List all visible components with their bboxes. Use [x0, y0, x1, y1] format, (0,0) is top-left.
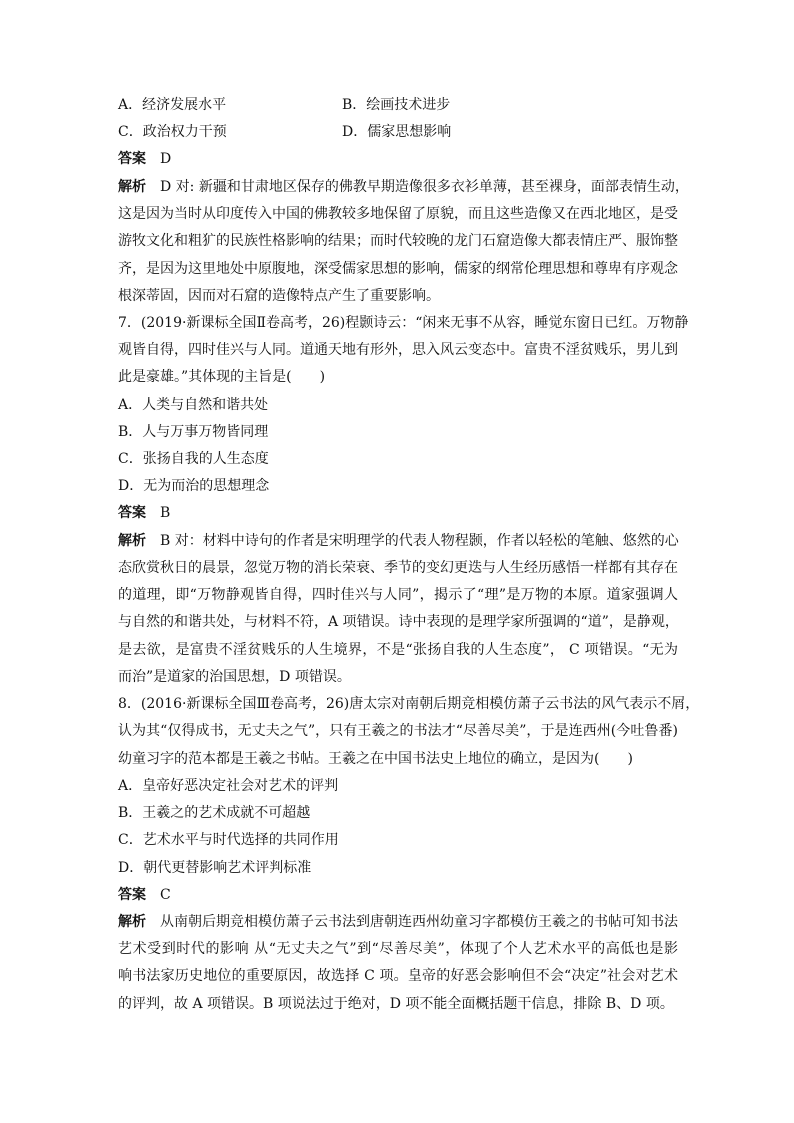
q8-analysis-line-4: 的评判，故 A 项错误。B 项说法过于绝对，D 项不能全面概括题干信息，排除 B、D 项。 — [118, 996, 674, 1012]
q8-analysis-line-1 — [118, 909, 678, 935]
q6-option-d: D．儒家思想影响 — [342, 124, 452, 140]
q6-option-c: C．政治权力干预 — [118, 124, 227, 140]
analysis-text: 从南朝后期竞相模仿萧子云书法到唐朝连西州幼童习字都模仿王羲之的书帖可知书法 — [160, 914, 678, 930]
analysis-text: D 对: 新疆和甘肃地区保存的佛教早期造像很多衣衫单薄，甚至裸身，面部表情生动， — [160, 179, 689, 195]
q7-option-c: C．张扬自我的人生态度 — [118, 451, 269, 467]
q6-option-b: B．绘画技术进步 — [342, 97, 451, 113]
answer-label: 答案 — [118, 887, 146, 903]
q7-stem-line-2: 观皆自得，四时佳兴与人同。道通天地有形外，思入风云变态中。富贵不淫贫贱乐，男儿到 — [118, 342, 678, 358]
answer-label: 答案 — [118, 505, 146, 521]
q7-analysis-line-3: 的道理，即“万物静观皆自得，四时佳兴与人同”，揭示了“理”是万物的本原。道家强调人 — [118, 587, 678, 603]
q8-option-c: C．艺术水平与时代选择的共同作用 — [118, 832, 339, 848]
q8-stem-line-2: 认为其“仅得成书，无丈夫之气”，只有王羲之的书法才“尽善尽美”，于是连西州(今吐鲁番) — [118, 723, 678, 739]
q8-option-b: B．王羲之的艺术成就不可超越 — [118, 805, 311, 821]
q7-stem-line-3: 此是豪雄。”其体现的主旨是( ) — [118, 369, 326, 385]
q7-option-b: B．人与万事万物皆同理 — [118, 424, 269, 440]
q7-stem-line-1: 7．(2019·新课标全国Ⅱ卷高考，26)程颢诗云：“闲来无事不从容，睡觉东窗日已红。万物静 — [118, 315, 689, 331]
q8-analysis-line-2: 艺术受到时代的影响 从“无丈夫之气”到“尽善尽美”，体现了个人艺术水平的高低也是影 — [118, 941, 678, 957]
analysis-text: B 对：材料中诗句的作者是宋明理学的代表人物程颢，作者以轻松的笔触、悠然的心 — [160, 533, 679, 549]
q7-analysis-line-6: 而治”是道家的治国思想，D 项错误。 — [118, 669, 351, 685]
q7-answer — [118, 500, 678, 526]
answer-value: B — [160, 505, 171, 521]
q6-analysis-line-4: 齐，是因为这里地处中原腹地，深受儒家思想的影响，儒家的纲常伦理思想和尊卑有序观念 — [118, 261, 678, 277]
q6-analysis-line-3: 游牧文化和粗犷的民族性格影响的结果；而时代较晚的龙门石窟造像大都表情庄严、服饰整 — [118, 233, 678, 249]
q8-option-a: A．皇帝好恶决定社会对艺术的评判 — [118, 778, 339, 794]
q8-stem-line-1: 8．(2016·新课标全国Ⅲ卷高考，26)唐太宗对南朝后期竞相模仿萧子云书法的风气表示不屑， — [118, 696, 700, 712]
q6-analysis-line-1 — [118, 174, 689, 200]
q6-analysis-line-2: 这是因为当时从印度传入中国的佛教较多地保留了原貌，而且这些造像又在西北地区，是受 — [118, 206, 678, 222]
q7-analysis-line-1 — [118, 528, 678, 554]
q7-option-a: A．人类与自然和谐共处 — [118, 397, 269, 413]
analysis-label: 解析 — [118, 914, 146, 930]
q7-option-d: D．无为而治的思想理念 — [118, 478, 270, 494]
answer-value: D — [160, 151, 172, 167]
q8-stem-line-3: 幼童习字的范本都是王羲之书帖。王羲之在中国书法史上地位的确立，是因为( ) — [118, 751, 633, 767]
q8-option-d: D．朝代更替影响艺术评判标准 — [118, 860, 312, 876]
q8-answer — [118, 882, 678, 908]
analysis-label: 解析 — [118, 179, 146, 195]
q6-option-a: A．经济发展水平 — [118, 97, 227, 113]
q7-analysis-line-5: 是去欲，是富贵不淫贫贱乐的人生境界，不是“张扬自我的人生态度”， C 项错误。“无为 — [118, 642, 678, 658]
answer-label: 答案 — [118, 151, 146, 167]
q8-analysis-line-3: 响书法家历史地位的重要原因，故选择 C 项。皇帝的好恶会影响但不会“决定”社会对艺术 — [118, 968, 678, 984]
analysis-label: 解析 — [118, 533, 146, 549]
q7-analysis-line-4: 与自然的和谐共处，与材料不符，A 项错误。诗中表现的是理学家所强调的“道”，是静观， — [118, 614, 679, 630]
answer-value: C — [160, 887, 171, 903]
q7-analysis-line-2: 态欣赏秋日的晨景，忽觉万物的消长荣衰、季节的变幻更迭与人生经历感悟一样都有其存在 — [118, 560, 678, 576]
q6-analysis-line-5: 根深蒂固，因而对石窟的造像特点产生了重要影响。 — [118, 288, 440, 304]
q6-answer — [118, 146, 678, 172]
